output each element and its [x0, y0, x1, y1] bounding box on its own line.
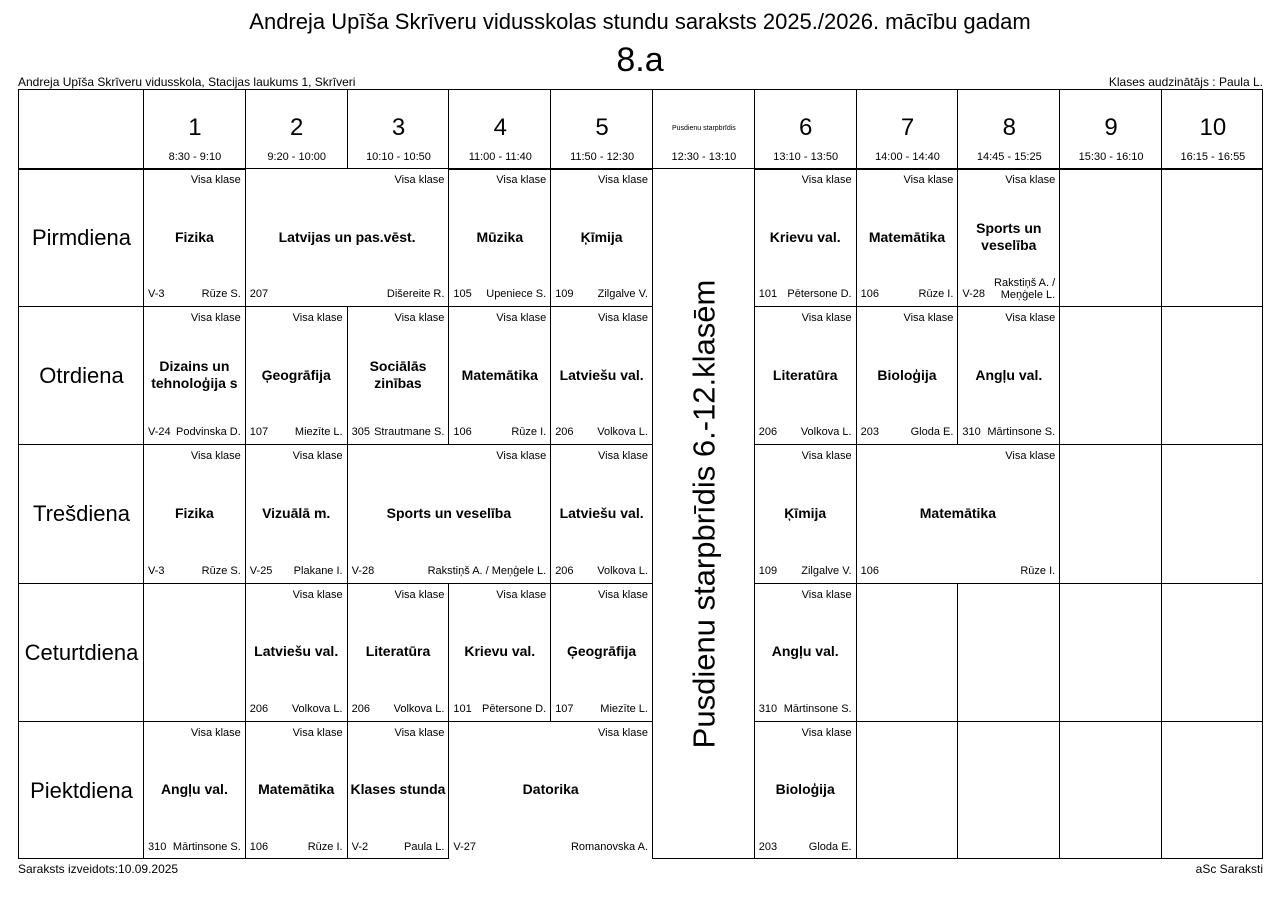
- lesson-group: Visa klase: [496, 174, 547, 186]
- lesson-teacher: Mārtinsone S.: [987, 426, 1056, 439]
- lesson-room: V-3: [148, 564, 165, 577]
- lesson-teacher: Rūze I.: [307, 840, 343, 853]
- period-time: 8:30 - 9:10: [168, 151, 222, 163]
- lesson-teacher: Volkova L.: [291, 702, 343, 715]
- lesson-subject: Matemātika: [919, 504, 997, 521]
- lesson-cell[interactable]: [449, 169, 550, 306]
- lesson-group: Visa klase: [292, 726, 343, 739]
- lesson-room: 106: [860, 288, 879, 301]
- lesson-cell[interactable]: [551, 445, 652, 582]
- lesson-teacher: Rakstiņš A. / Meņģele L.: [427, 564, 547, 577]
- lesson-cell[interactable]: [246, 307, 347, 444]
- lesson-subject: Angļu val.: [771, 643, 839, 660]
- lesson-room: 203: [758, 840, 778, 853]
- period-number: 2: [290, 114, 304, 141]
- lesson-group: Visa klase: [496, 312, 547, 325]
- lesson-room: 305: [351, 426, 370, 439]
- lesson-cell[interactable]: [449, 722, 652, 859]
- day-label: Trešdiena: [32, 501, 130, 527]
- lesson-room: V-27: [453, 840, 477, 853]
- lesson-group: Visa klase: [190, 450, 241, 463]
- lesson-teacher: Volkova L.: [597, 426, 648, 439]
- lesson-group: Visa klase: [903, 174, 954, 186]
- lesson-subject: Matemātika: [868, 228, 946, 245]
- lesson-group: Visa klase: [394, 726, 445, 739]
- lesson-subject: Angļu val.: [160, 781, 228, 798]
- period-header: [857, 90, 959, 169]
- lesson-room: 310: [962, 426, 981, 439]
- lunch-label: Pusdienu starpbrīdis: [671, 125, 736, 132]
- lesson-cell[interactable]: [348, 584, 449, 721]
- lesson-subject: Latviešu val.: [254, 643, 339, 660]
- lesson-teacher: Rūze S.: [201, 564, 241, 577]
- lesson-subject: Mūzika: [476, 228, 524, 245]
- day-label: Ceturtdiena: [24, 639, 139, 665]
- lesson-cell[interactable]: [144, 722, 245, 859]
- lesson-group: Visa klase: [496, 588, 547, 601]
- period-time: 16:15 - 16:55: [1180, 151, 1246, 163]
- lesson-cell[interactable]: [857, 445, 1060, 582]
- period-time: 11:50 - 12:30: [570, 151, 635, 163]
- lesson-subject: Klases stunda: [350, 781, 446, 798]
- lesson-group: Visa klase: [1005, 174, 1056, 186]
- period-time: 13:10 - 13:50: [773, 151, 839, 163]
- lesson-group: Visa klase: [496, 450, 547, 463]
- period-time: 14:00 - 14:40: [875, 151, 940, 163]
- lesson-teacher: Zilgalve V.: [801, 564, 852, 577]
- class-name: 8.a: [616, 41, 664, 79]
- lesson-subject: Dizains un tehnoloģija s: [151, 358, 238, 392]
- lesson-cell[interactable]: [246, 722, 347, 859]
- period-header: [551, 90, 653, 169]
- lesson-cell[interactable]: [755, 307, 856, 444]
- lesson-room: 310: [148, 840, 167, 853]
- lesson-teacher: Rūze I.: [511, 426, 547, 439]
- lesson-group: Visa klase: [801, 174, 852, 186]
- lesson-subject: Krievu val.: [464, 643, 536, 660]
- grid-line: [1161, 90, 1162, 858]
- lesson-teacher: Upeniece S.: [486, 288, 547, 301]
- lesson-group: Visa klase: [394, 588, 445, 601]
- lesson-subject: Vizuālā m.: [262, 504, 331, 521]
- lesson-subject: Ģeogrāfija: [566, 643, 637, 660]
- lesson-teacher: Miezīte L.: [294, 426, 343, 439]
- lesson-subject: Fizika: [174, 228, 214, 245]
- lesson-teacher: Mārtinsone S.: [783, 702, 852, 715]
- lesson-group: Visa klase: [292, 450, 343, 463]
- lesson-cell[interactable]: [348, 445, 551, 582]
- period-number: 3: [391, 114, 406, 141]
- lesson-subject: Latvijas un pas.vēst.: [278, 228, 416, 245]
- lesson-room: V-3: [148, 288, 165, 301]
- lunch-break-text: Pusdienu starpbrīdis 6.-12.klasēm: [685, 279, 721, 748]
- lesson-subject: Krievu val.: [769, 228, 841, 245]
- period-number: 8: [1002, 114, 1016, 141]
- lesson-group: Visa klase: [1005, 450, 1056, 463]
- lesson-room: V-24: [148, 426, 171, 439]
- lesson-room: 203: [860, 426, 879, 439]
- lesson-subject: Literatūra: [772, 366, 838, 383]
- lesson-teacher: Volkova L.: [393, 702, 445, 715]
- period-time: 14:45 - 15:25: [976, 151, 1042, 163]
- lesson-room: 107: [249, 426, 269, 439]
- day-label: Piektdiena: [30, 777, 133, 803]
- lesson-room: 207: [249, 288, 269, 301]
- lesson-group: Visa klase: [394, 312, 445, 325]
- day-label: Pirmdiena: [31, 225, 132, 251]
- lesson-room: V-28: [962, 288, 986, 301]
- lesson-group: Visa klase: [598, 450, 648, 463]
- lesson-room: 206: [758, 426, 778, 439]
- lesson-teacher: Plakane I.: [293, 564, 343, 577]
- period-number: 5: [595, 114, 609, 141]
- lesson-group: Visa klase: [598, 588, 648, 601]
- lesson-room: 310: [758, 702, 778, 715]
- lesson-group: Visa klase: [394, 174, 445, 186]
- lesson-room: 109: [555, 288, 574, 301]
- class-teacher-info: Klases audzinātājs : Paula L.: [1108, 75, 1263, 89]
- lesson-teacher: Strautmane S.: [374, 426, 445, 439]
- lesson-cell[interactable]: [857, 307, 958, 444]
- lesson-group: Visa klase: [903, 312, 954, 325]
- software-credit: aSc Saraksti: [1195, 862, 1263, 876]
- lesson-group: Visa klase: [801, 726, 852, 739]
- lesson-cell[interactable]: [144, 445, 245, 582]
- lesson-group: Visa klase: [801, 450, 852, 463]
- lesson-subject: Latviešu val.: [559, 366, 644, 383]
- created-date: Saraksts izveidots:10.09.2025: [18, 862, 179, 876]
- lesson-room: 109: [758, 564, 778, 577]
- lesson-cell[interactable]: [449, 584, 550, 721]
- lesson-room: 105: [453, 288, 472, 301]
- lesson-room: 106: [249, 840, 269, 853]
- lesson-subject: Bioloģija: [775, 781, 835, 798]
- period-time: 11:00 - 11:40: [468, 151, 532, 163]
- lesson-subject: Bioloģija: [877, 366, 937, 383]
- lesson-room: 101: [453, 702, 472, 715]
- lesson-cell[interactable]: [144, 169, 245, 306]
- period-header: [1060, 90, 1162, 169]
- lesson-subject: Fizika: [174, 504, 214, 521]
- lesson-subject: Ķīmija: [784, 504, 827, 521]
- lesson-cell[interactable]: [755, 722, 856, 859]
- lesson-cell[interactable]: [246, 445, 347, 582]
- period-header: [1162, 90, 1264, 169]
- lesson-cell[interactable]: [144, 307, 245, 444]
- lesson-group: Visa klase: [598, 726, 648, 739]
- lesson-teacher: Romanovska A.: [570, 840, 648, 853]
- lesson-teacher: Miezīte L.: [600, 702, 648, 715]
- day-label: Otrdiena: [39, 363, 124, 389]
- school-info: Andreja Upīša Skrīveru vidusskola, Stacijas laukums 1, Skrīveri: [18, 75, 356, 89]
- lesson-subject: Sports un veselība: [976, 220, 1042, 253]
- lesson-subject: Sports un veselība: [386, 504, 512, 521]
- lesson-subject: Latviešu val.: [559, 504, 644, 521]
- lesson-group: Visa klase: [1005, 312, 1056, 325]
- period-header: [348, 90, 450, 169]
- period-time: 15:30 - 16:10: [1078, 151, 1144, 163]
- lesson-room: 206: [555, 426, 574, 439]
- lesson-group: Visa klase: [292, 588, 343, 601]
- grid-line: [652, 169, 653, 858]
- lesson-teacher: Rūze I.: [1020, 564, 1056, 577]
- lesson-cell[interactable]: [958, 307, 1059, 444]
- lesson-room: 106: [453, 426, 472, 439]
- lesson-teacher: Rūze I.: [918, 288, 954, 301]
- period-time: 12:30 - 13:10: [671, 151, 737, 163]
- lesson-teacher: Volkova L.: [597, 564, 648, 577]
- lesson-room: 106: [860, 564, 879, 577]
- lesson-subject: Ķīmija: [580, 228, 623, 245]
- lesson-teacher: Mārtinsone S.: [172, 840, 241, 853]
- lesson-subject: Angļu val.: [975, 366, 1043, 383]
- lesson-cell[interactable]: [857, 169, 958, 306]
- period-header: [958, 90, 1060, 169]
- lesson-group: Visa klase: [190, 174, 241, 186]
- lesson-room: 206: [351, 702, 370, 715]
- lesson-subject: Sociālās zinības: [369, 358, 427, 392]
- page-title: Andreja Upīša Skrīveru vidusskolas stundu saraksts 2025./2026. mācību gadam: [249, 9, 1031, 34]
- lesson-group: Visa klase: [598, 174, 648, 186]
- lesson-teacher: Pētersone D.: [787, 288, 852, 301]
- lunch-header: [653, 90, 755, 169]
- lesson-subject: Datorika: [522, 781, 579, 798]
- lesson-teacher: Dišereite R.: [386, 288, 445, 301]
- period-header: [755, 90, 857, 169]
- period-header: [144, 90, 246, 169]
- lesson-teacher: Rūze S.: [201, 288, 241, 301]
- lesson-room: 206: [555, 564, 574, 577]
- lesson-teacher: Rakstiņš A. / Meņģele L.: [994, 277, 1056, 302]
- period-number: 4: [493, 114, 507, 141]
- lesson-teacher: Zilgalve V.: [597, 288, 648, 301]
- lesson-group: Visa klase: [801, 312, 852, 325]
- lesson-teacher: Volkova L.: [800, 426, 852, 439]
- lesson-room: 107: [555, 702, 574, 715]
- lesson-subject: Ģeogrāfija: [261, 366, 331, 383]
- lesson-room: 206: [249, 702, 269, 715]
- lesson-group: Visa klase: [190, 312, 241, 325]
- period-number: 6: [799, 114, 813, 141]
- lesson-teacher: Podvinska D.: [175, 426, 241, 439]
- lesson-room: V-28: [351, 564, 375, 577]
- period-header: [449, 90, 551, 169]
- period-number: 1: [188, 114, 202, 141]
- period-number: 7: [900, 114, 915, 141]
- lesson-cell[interactable]: [246, 169, 449, 306]
- lesson-room: V-2: [351, 840, 369, 853]
- timetable-grid: [18, 89, 1263, 859]
- period-time: 9:20 - 10:00: [267, 151, 327, 163]
- lunch-break-banner: [653, 169, 755, 858]
- lesson-cell[interactable]: [755, 445, 856, 582]
- lesson-cell[interactable]: [551, 307, 652, 444]
- period-number: 10: [1199, 114, 1227, 141]
- lesson-subject: Matemātika: [258, 781, 335, 798]
- lesson-subject: Literatūra: [365, 643, 431, 660]
- lesson-room: V-25: [249, 564, 273, 577]
- period-number: 9: [1104, 114, 1118, 141]
- lesson-group: Visa klase: [292, 312, 343, 325]
- lesson-cell[interactable]: [551, 584, 652, 721]
- lesson-cell[interactable]: [246, 584, 347, 721]
- lesson-room: 101: [758, 288, 778, 301]
- lesson-group: Visa klase: [801, 588, 852, 601]
- lesson-teacher: Gloda E.: [910, 426, 954, 439]
- lesson-group: Visa klase: [190, 726, 241, 739]
- lesson-group: Visa klase: [598, 312, 648, 325]
- lesson-teacher: Pētersone D.: [481, 702, 547, 715]
- lesson-cell[interactable]: [348, 722, 449, 859]
- period-header: [246, 90, 348, 169]
- lesson-subject: Matemātika: [461, 366, 538, 383]
- lesson-cell[interactable]: [449, 307, 550, 444]
- lesson-teacher: Paula L.: [404, 840, 445, 853]
- lesson-cell[interactable]: [755, 169, 856, 306]
- lesson-cell[interactable]: [755, 584, 856, 721]
- lesson-cell[interactable]: [551, 169, 652, 306]
- period-time: 10:10 - 10:50: [366, 151, 431, 163]
- lesson-cell[interactable]: [348, 307, 449, 444]
- lesson-cell[interactable]: [958, 169, 1059, 306]
- lesson-teacher: Gloda E.: [808, 840, 852, 853]
